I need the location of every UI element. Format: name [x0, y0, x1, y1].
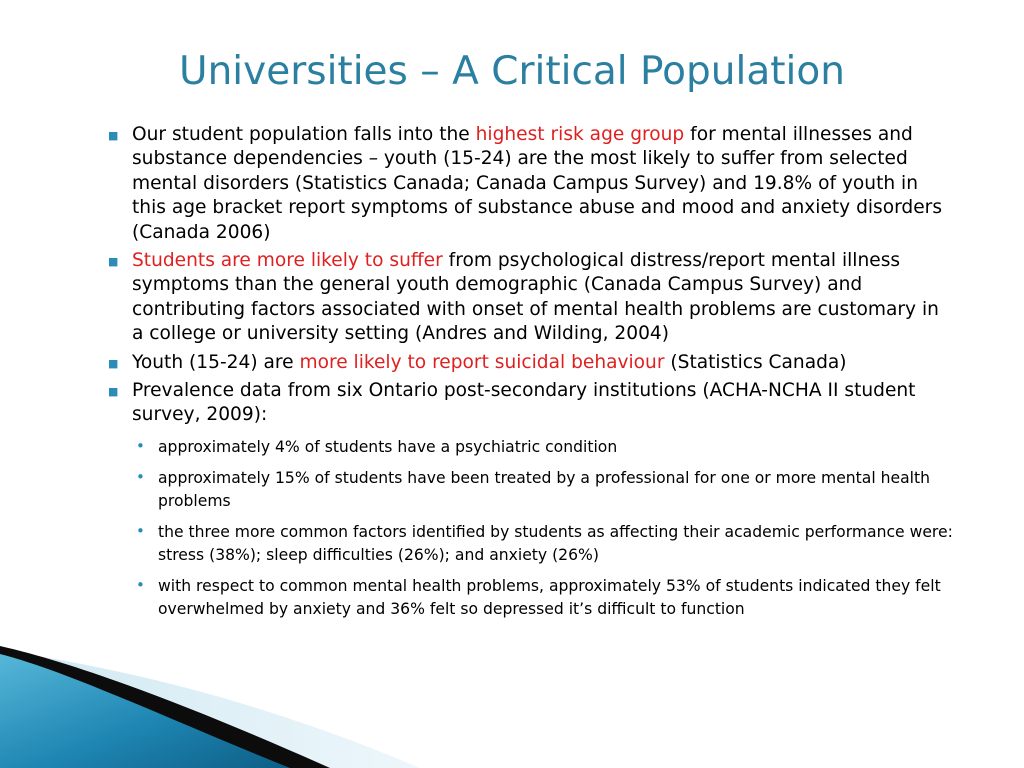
sub-bullet-text: approximately 15% of students have been treated by a professional for one or more mental health problems: [158, 468, 931, 510]
dot-bullet-icon: •: [136, 467, 145, 486]
bullet-text: Prevalence data from six Ontario post-secondary institutions (ACHA-NCHA II student survey, 2009):: [132, 380, 916, 426]
bullet-text: Our student population falls into the: [132, 124, 476, 145]
sub-bullet-text: with respect to common mental health problems, approximately 53% of students indicated they felt overwhelmed by anxiety and 36% felt so depressed it’s difficult to function: [158, 576, 941, 618]
dot-bullet-icon: •: [136, 436, 145, 455]
bullet-list: [108, 123, 956, 621]
square-bullet-icon: ■: [108, 129, 119, 142]
bullet-text: (Statistics Canada): [664, 351, 847, 373]
bullet-text: Youth (15-24) are: [132, 351, 300, 373]
bullet-highlight: more likely to report suicidal behaviour: [299, 351, 665, 373]
sub-bullet-text: approximately 4% of students have a psychiatric condition: [158, 437, 618, 456]
sub-bullet-item: [132, 575, 956, 621]
bullet-item: [108, 379, 956, 621]
sub-bullet-list: [132, 436, 956, 621]
dot-bullet-icon: •: [136, 575, 145, 594]
bullet-item: [108, 249, 956, 347]
slide-title: Universities – A Critical Population: [179, 49, 845, 94]
bullet-item: [108, 123, 956, 245]
square-bullet-icon: ■: [108, 385, 119, 399]
bullet-text: for mental illnesses and substance dependencies – youth (15-24) are the most likely to suffer from selected mental disorders (Statistics Canada; Canada Campus Survey) and 19.8% of youth in this age bracket report symptoms of substance abuse and mood and anxiety disorders (Canada 2006): [132, 124, 943, 243]
sub-bullet-item: [132, 467, 956, 513]
square-bullet-icon: ■: [108, 356, 119, 370]
sub-bullet-item: [132, 436, 956, 459]
slide-content: [108, 123, 956, 629]
square-bullet-icon: ■: [108, 255, 119, 269]
bullet-highlight: Students are more likely to suffer: [132, 250, 443, 272]
bullet-text: from psychological distress/report mental illness symptoms than the general youth demographic (Canada Campus Survey) and contributing factors associated with onset of mental health problems are customary in a college or university setting (Andres and Wilding, 2004): [132, 250, 939, 345]
sub-bullet-item: [132, 521, 956, 567]
bullet-item: [108, 351, 956, 375]
bullet-highlight: highest risk age group: [475, 124, 685, 145]
dot-bullet-icon: •: [136, 521, 145, 540]
sub-bullet-text: the three more common factors identified by students as affecting their academic performance were: stress (38%); sleep difficulties (26%); and anxiety (26%): [158, 522, 953, 564]
